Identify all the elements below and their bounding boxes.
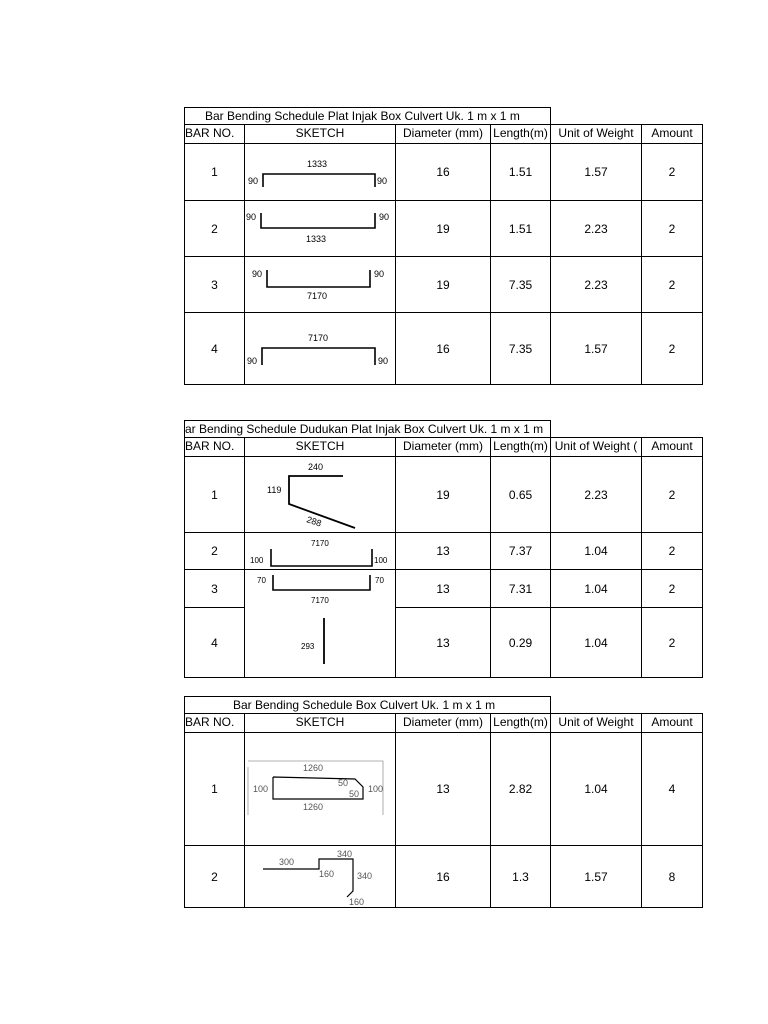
col-header-length: Length(m) [491,438,551,457]
amount: 2 [642,533,703,570]
amount: 4 [642,733,703,846]
length: 2.82 [491,733,551,846]
diameter: 13 [396,570,491,608]
sketch-label: 70 [257,575,266,585]
amount: 2 [642,144,703,201]
sketch-label: 7170 [307,290,328,301]
length: 0.65 [491,457,551,533]
amount: 8 [642,846,703,908]
sketch-cell [245,257,396,313]
unit-weight: 2.23 [551,201,642,257]
table-title: Bar Bending Schedule Plat Injak Box Culvert Uk. 1 m x 1 m [184,107,551,125]
sketch-label: 90 [378,355,389,366]
diameter: 19 [396,457,491,533]
amount: 2 [642,201,703,257]
length: 0.29 [491,608,551,678]
unit-weight: 1.04 [551,608,642,678]
bar-no: 4 [185,608,245,678]
sketch-label: 1333 [307,159,328,169]
unit-weight: 1.57 [551,313,642,385]
bar-sketch [245,207,395,251]
sketch-label: 160 [319,868,335,879]
sketch-cell [245,733,396,846]
amount: 2 [642,608,703,678]
bar-sketch [245,847,395,907]
table-title: Bar Bending Schedule Box Culvert Uk. 1 m x 1 m [184,696,551,714]
col-header-length: Length(m) [491,714,551,733]
sketch-label: 340 [357,870,373,881]
unit-weight: 1.04 [551,570,642,608]
sketch-cell [245,144,396,201]
table-row [185,313,703,385]
bar-no: 1 [185,733,245,846]
sketch-label: 160 [349,896,365,907]
bar-sketch [245,150,395,194]
bar-sketch [245,571,395,607]
col-header-sketch: SKETCH [245,714,396,733]
sketch-label: 7170 [311,595,329,605]
table-row [185,257,703,313]
length: 7.35 [491,313,551,385]
table-row [185,846,703,908]
sketch-label: 50 [349,789,360,799]
col-header-unit-weight: Unit of Weight [551,714,642,733]
amount: 2 [642,313,703,385]
table-title: ar Bending Schedule Dudukan Plat Injak Box Culvert Uk. 1 m x 1 m [184,420,551,438]
amount: 2 [642,570,703,608]
unit-weight: 1.57 [551,846,642,908]
bar-sketch [245,608,395,676]
amount: 2 [642,457,703,533]
col-header-bar-no: BAR NO. [185,125,245,144]
sketch-label: 293 [301,642,315,652]
col-header-bar-no: BAR NO. [185,438,245,457]
length: 7.35 [491,257,551,313]
unit-weight: 2.23 [551,257,642,313]
sketch-label: 100 [368,784,384,794]
bar-no: 1 [185,144,245,201]
diameter: 19 [396,201,491,257]
sketch-label: 90 [248,176,259,186]
diameter: 13 [396,608,491,678]
col-header-sketch: SKETCH [245,438,396,457]
sketch-cell [245,608,396,678]
col-header-unit-weight: Unit of Weight [551,125,642,144]
length: 7.31 [491,570,551,608]
sketch-label: 90 [246,211,257,222]
bar-no: 1 [185,457,245,533]
bar-sketch [245,533,395,569]
unit-weight: 1.04 [551,533,642,570]
bar-no: 3 [185,257,245,313]
diameter: 19 [396,257,491,313]
diameter: 13 [396,533,491,570]
table-row [185,608,703,678]
length: 1.51 [491,144,551,201]
sketch-label: 119 [267,484,282,495]
unit-weight: 1.04 [551,733,642,846]
sketch-label: 100 [374,556,388,565]
unit-weight: 2.23 [551,457,642,533]
sketch-label: 100 [253,784,269,794]
sketch-label: 90 [379,211,390,222]
sketch-label: 288 [305,513,323,529]
bar-no: 3 [185,570,245,608]
length: 1.51 [491,201,551,257]
table-row [185,457,703,533]
sketch-cell [245,457,396,533]
bar-no: 2 [185,846,245,908]
col-header-bar-no: BAR NO. [185,714,245,733]
sketch-label: 100 [250,556,264,565]
table-row [185,144,703,201]
col-header-length: Length(m) [491,125,551,144]
sketch-label: 90 [374,268,385,279]
sketch-cell [245,846,396,908]
table-row [185,570,703,608]
sketch-label: 300 [279,856,295,867]
col-header-diameter: Diameter (mm) [396,438,491,457]
diameter: 16 [396,846,491,908]
amount: 2 [642,257,703,313]
table-row [185,733,703,846]
bar-no: 4 [185,313,245,385]
sketch-label: 90 [377,176,388,186]
schedule-table [184,124,703,385]
table-row [185,201,703,257]
sketch-label: 1260 [303,763,324,773]
diameter: 13 [396,733,491,846]
header-row [185,125,703,144]
sketch-label: 1333 [306,233,327,244]
schedule-table [184,437,703,678]
header-row [185,438,703,457]
sketch-cell [245,201,396,257]
sketch-label: 90 [252,268,263,279]
bar-sketch [245,263,395,307]
sketch-cell [245,313,396,385]
length: 7.37 [491,533,551,570]
col-header-diameter: Diameter (mm) [396,714,491,733]
col-header-unit-weight: Unit of Weight ( [551,438,642,457]
table-row [185,533,703,570]
col-header-amount: Amount [642,438,703,457]
schedule-table [184,713,703,908]
sketch-cell [245,533,396,570]
col-header-sketch: SKETCH [245,125,396,144]
bar-no: 2 [185,533,245,570]
unit-weight: 1.57 [551,144,642,201]
bar-no: 2 [185,201,245,257]
sketch-label: 90 [247,355,258,366]
sketch-label: 7170 [311,539,329,548]
diameter: 16 [396,144,491,201]
sketch-label: 7170 [308,332,329,343]
col-header-diameter: Diameter (mm) [396,125,491,144]
sketch-label: 1260 [303,802,324,812]
sketch-label: 50 [338,778,349,788]
sketch-label: 240 [308,461,324,472]
diameter: 16 [396,313,491,385]
sketch-label: 70 [375,575,384,585]
bar-sketch [245,324,395,374]
header-row [185,714,703,733]
col-header-amount: Amount [642,125,703,144]
bar-sketch [245,458,395,532]
col-header-amount: Amount [642,714,703,733]
bar-sketch [245,759,395,819]
sketch-cell [245,570,396,608]
length: 1.3 [491,846,551,908]
sketch-label: 340 [337,848,353,859]
